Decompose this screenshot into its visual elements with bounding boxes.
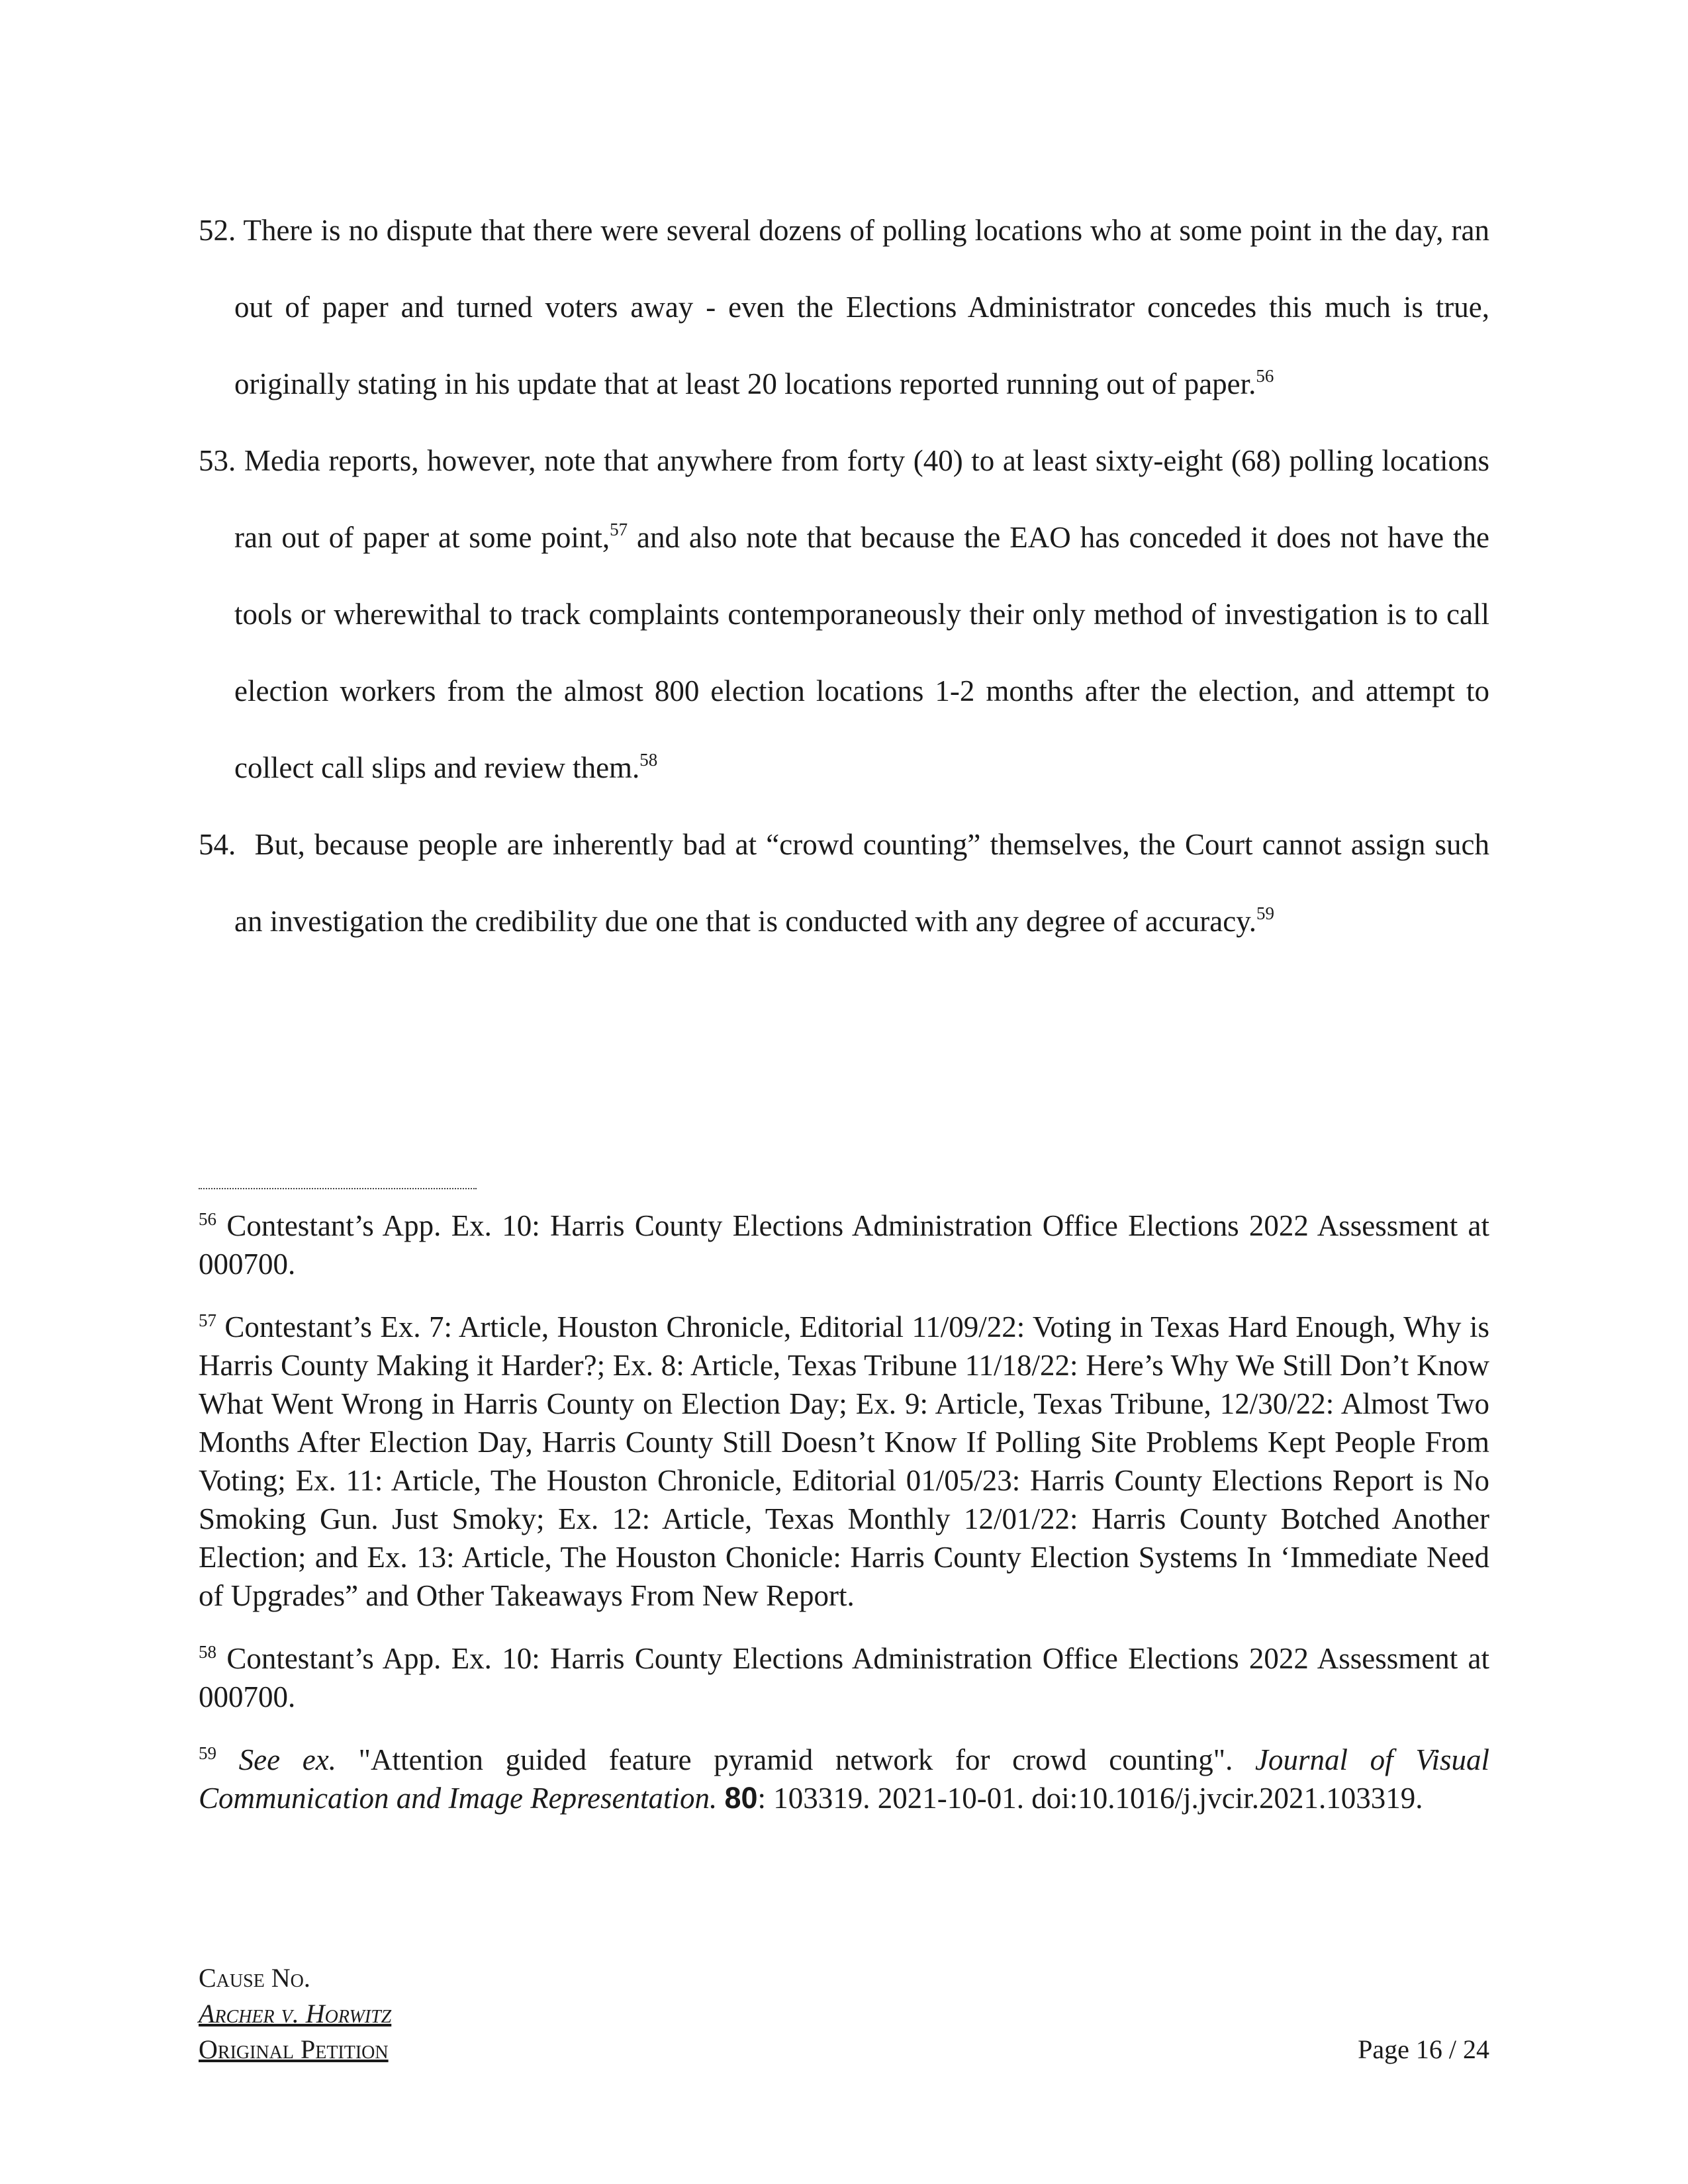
footnote-text: Contestant’s Ex. 7: Article, Houston Chronicle, Editorial 11/09/22: Voting in Texas Hard Enough, Why is Harris County Making it Harder?; Ex. 8: Article, Texas Tribune 11/18/22: Here’s Why We Still Don’t Know What Went Wrong in Harris County on Election Day; Ex. 9: Article, Texas Tribune, 12/30/22: Almost Two Months After Election Day, Harris County Still Doesn’t Know If Polling Site Problems Kept People From Voting; Ex. 11: Article, The Houston Chronicle, Editorial 01/05/23: Harris County Elections Report is No Smoking Gun. Just Smoky; Ex. 12: Article, Texas Monthly 12/01/22: Harris County Botched Another Election; and Ex. 13: Article, The Houston Chonicle: Harris County Election Systems In ‘Immediate Need of Upgrades” and Other Takeaways From New Report. [199, 1310, 1489, 1612]
paragraph-text: There is no dispute that there were several dozens of polling locations who at some point in the day, ran out of paper and turned voters away - even the Elections Administrator concedes this much is true, originally stating in his update that at least 20 locations reported running out of paper. [234, 214, 1489, 400]
document-title: Original Petition [199, 2034, 389, 2064]
footnote-number: 59 [199, 1743, 216, 1763]
footnote-text: Contestant’s App. Ex. 10: Harris County Elections Administration Office Elections 2022 Assessment at 000700. [199, 1642, 1489, 1713]
paragraph-text: and also note that because the EAO has conceded it does not have the tools or wherewithal to track complaints contemporaneously their only method of investigation is to call election workers from the almost 800 election locations 1-2 months after the election, and attempt to collect call slips and review them. [234, 521, 1489, 784]
footnote-see: See ex. [238, 1743, 336, 1776]
paragraph-53 [199, 422, 1489, 806]
footnote-reference[interactable]: 56 [1256, 366, 1274, 386]
paragraph-text: But, because people are inherently bad at “crowd counting” themselves, the Court cannot assign such an investigation the credibility due one that is conducted with any degree of accuracy. [234, 828, 1490, 938]
footnotes [199, 1206, 1489, 1842]
paragraph-52 [199, 192, 1489, 422]
footnote-57 [199, 1308, 1489, 1615]
footnote-reference[interactable]: 59 [1256, 903, 1275, 923]
footnote-reference[interactable]: 57 [610, 520, 628, 539]
paragraph-text: Media reports, however, note that anywhere from forty (40) to at least sixty-eight (68) polling locations ran out of paper at some point, [234, 444, 1490, 554]
footnote-number: 57 [199, 1310, 216, 1330]
footnote-56 [199, 1206, 1489, 1283]
footnote-article-title: "Attention guided feature pyramid network for crowd counting". [358, 1743, 1233, 1776]
footnote-citation: : 103319. 2021-10-01. doi:10.1016/j.jvcir.2021.103319. [757, 1782, 1423, 1815]
footnote-text: Contestant’s App. Ex. 10: Harris County Elections Administration Office Elections 2022 Assessment at 000700. [199, 1209, 1489, 1281]
case-caption [199, 1960, 391, 2068]
footnote-volume: 80 [724, 1781, 758, 1815]
case-name: Archer v. Horwitz [199, 1999, 392, 2028]
footnote-number: 58 [199, 1642, 216, 1662]
footnote-divider [199, 1188, 477, 1189]
paragraph-54 [199, 806, 1489, 960]
paragraph-number: 54. [199, 828, 236, 861]
paragraph-number: 53. [199, 444, 236, 477]
page-number: Page 16 / 24 [1358, 2034, 1489, 2064]
footnote-journal: Journal of Visual Communication and Image Representation. [199, 1743, 1489, 1815]
footnote-58 [199, 1639, 1489, 1716]
footnote-59 [199, 1741, 1489, 1817]
body-text [199, 192, 1489, 960]
paragraph-number: 52. [199, 214, 236, 247]
footnote-number: 56 [199, 1209, 216, 1229]
footnote-reference[interactable]: 58 [639, 750, 658, 770]
cause-number: Cause No. [199, 1963, 310, 1993]
